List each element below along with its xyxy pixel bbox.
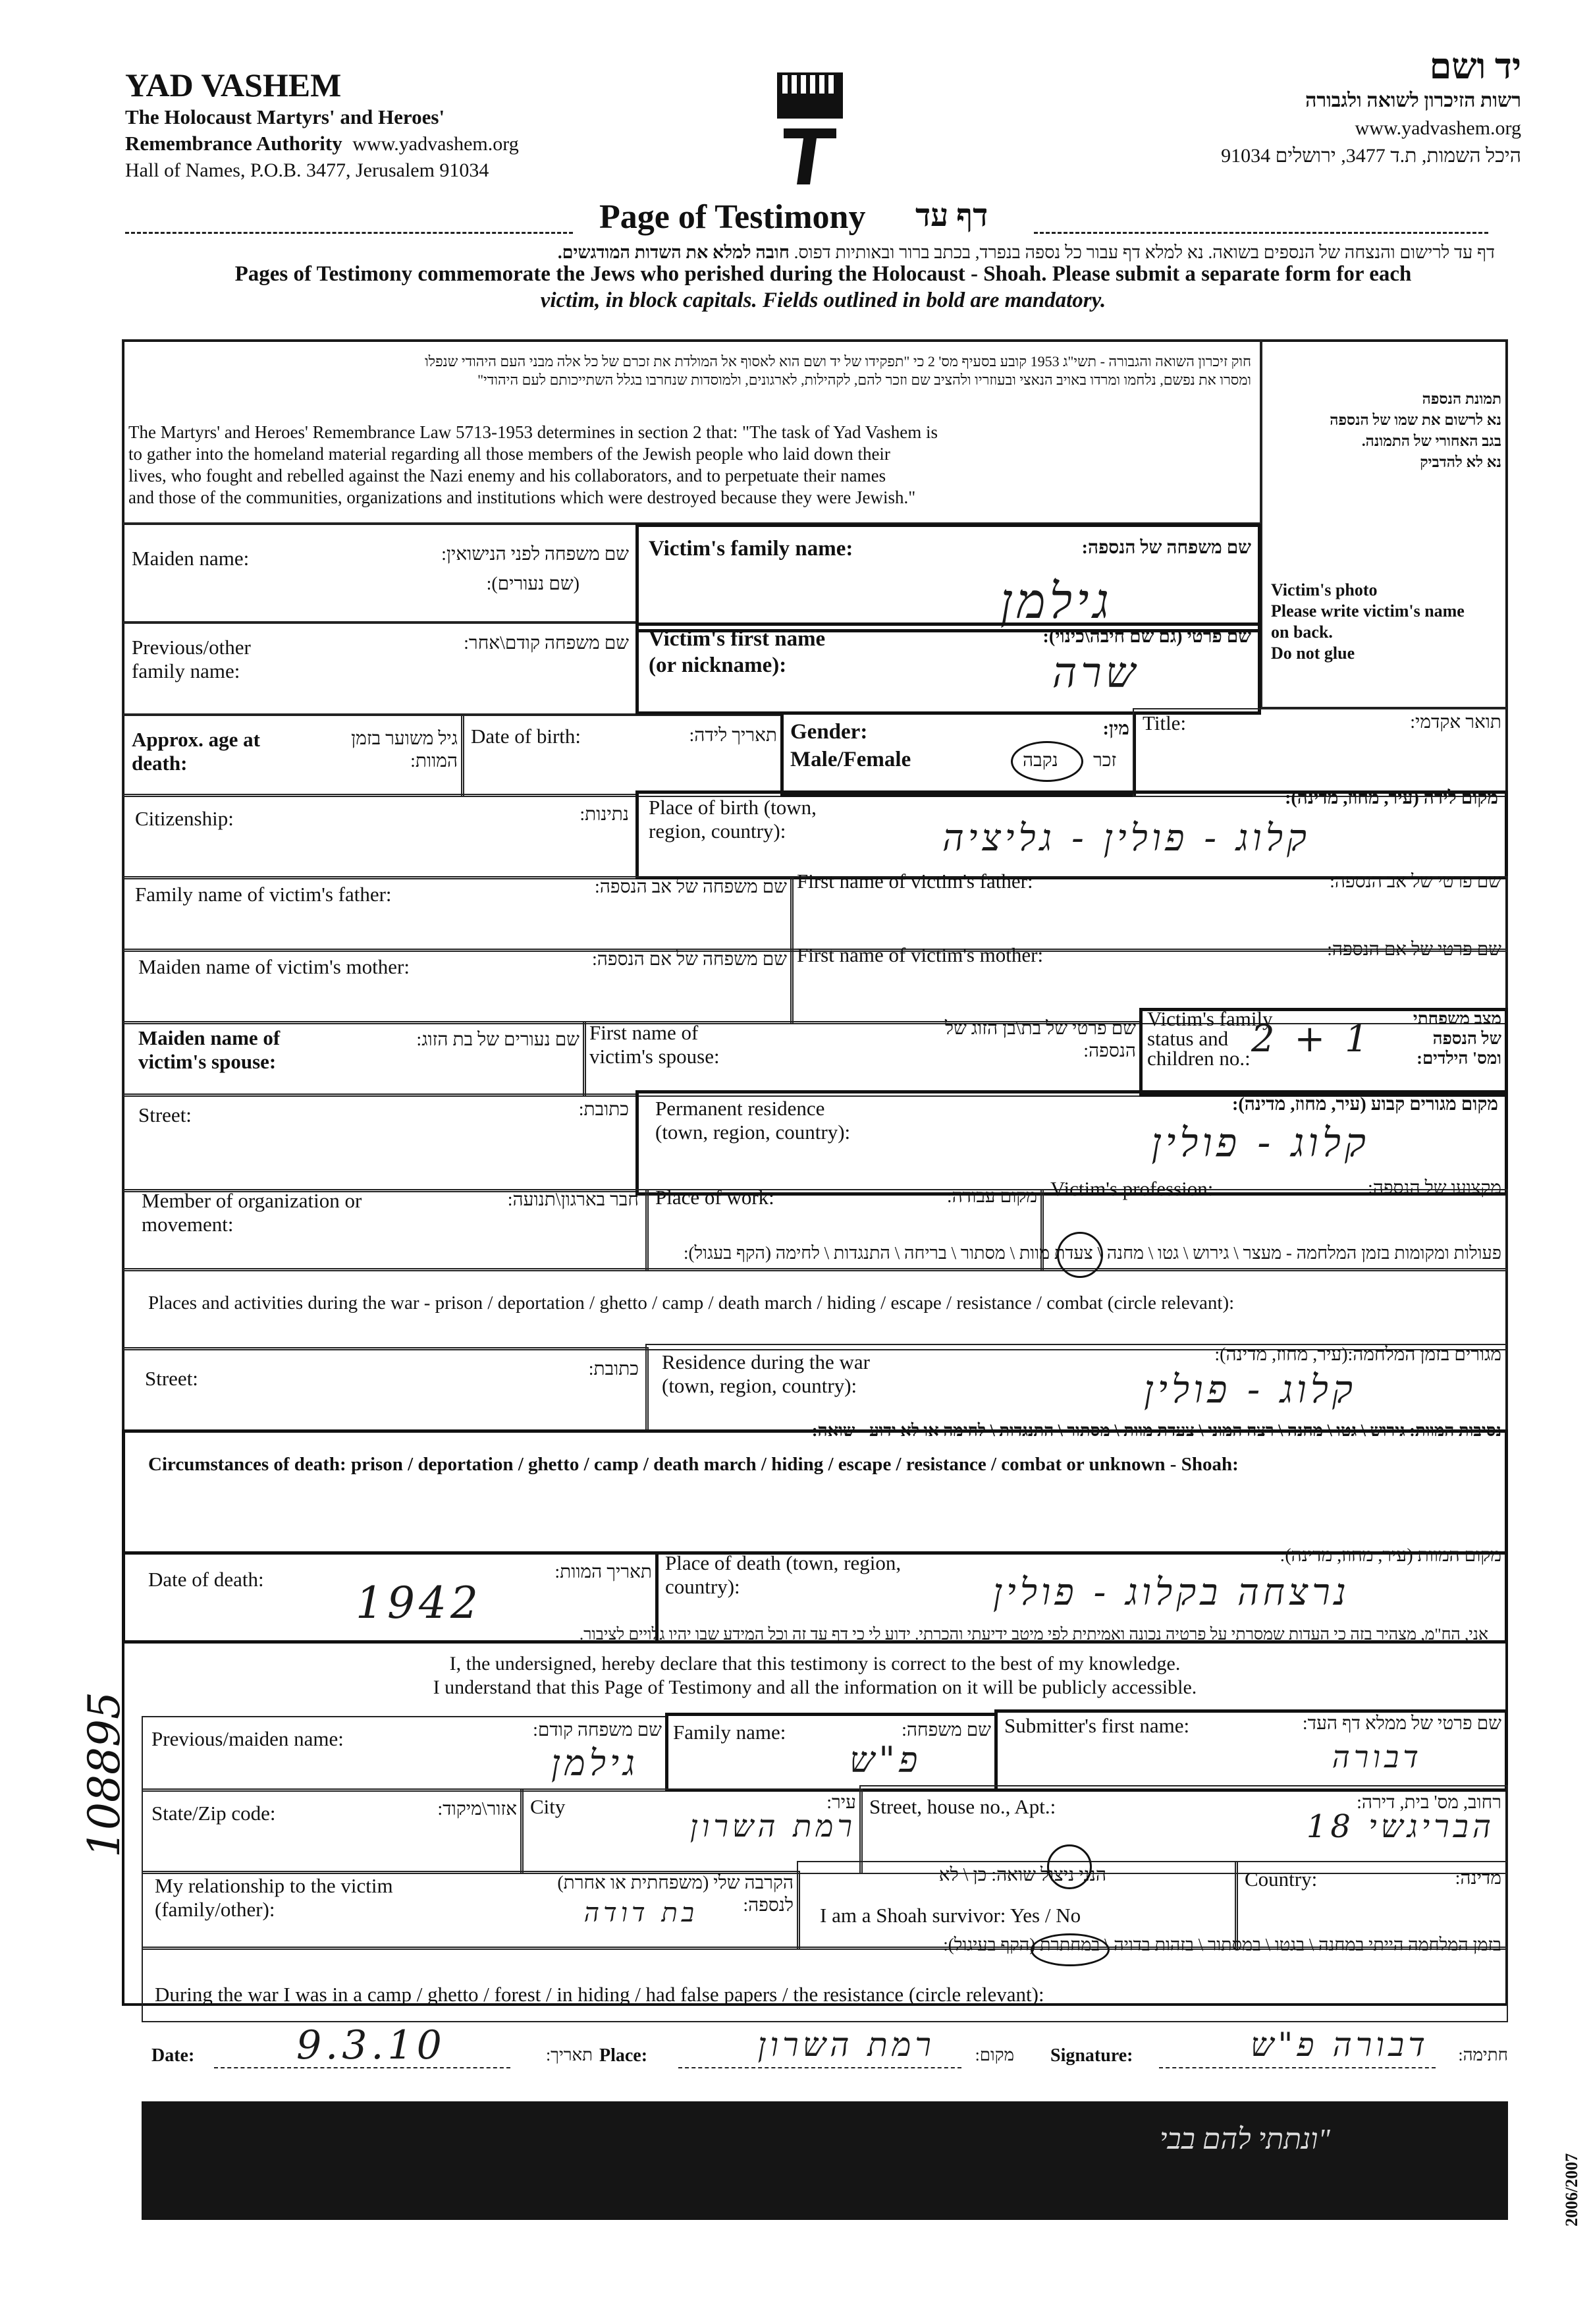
law-en-line3: lives, who fought and rebelled against the Nazi enemy and his collaborators, and to perpetuate their names: [128, 466, 886, 485]
website-he: www.yadvashem.org: [1355, 117, 1521, 139]
sub-prev-label-en: Previous/maiden name:: [151, 1727, 344, 1750]
mother-maiden-label-he: שם משפחה של אם הנספה:: [592, 949, 787, 970]
spouse-first-label-he1: שם פרטי של בת\בן הזוג של: [944, 1018, 1136, 1039]
sub-city-value[interactable]: רמת השרון: [689, 1808, 856, 1844]
age-label-en1: Approx. age at: [132, 728, 260, 751]
street-label-he: כתובת:: [578, 1099, 629, 1120]
sub-family-label-en: Family name:: [673, 1721, 786, 1744]
family-name-value[interactable]: גילמן: [1000, 573, 1113, 630]
spouse-first-label-he2: הנספה:: [1083, 1041, 1136, 1061]
sub-rel-label-en: [155, 1874, 393, 1922]
war-label-he: פעולות ומקומות בזמן המלחמה - מעצר \ גירוש \ גטו \ מחנה \ צעדת מוות \ מסתור \ בריחה \ התנגדות \ לחימה (הקף בעגול):: [684, 1243, 1501, 1263]
footer-place-he: מקום:: [975, 2045, 1014, 2064]
photo-en2: Please write victim's name: [1271, 601, 1465, 621]
sub-prev-label-he: שם משפחה קודם:: [533, 1720, 662, 1740]
age-label-he1: גיל משוער בזמן: [351, 729, 458, 749]
footer-sig-value[interactable]: דבורה פ"ש: [1250, 2026, 1429, 2064]
gender-female-he[interactable]: נקבה: [1023, 750, 1058, 771]
pod-label-he: מקום המוות (עיר, מחוז, מדינה):: [1280, 1545, 1501, 1566]
status-label-he2: של הנספה: [1432, 1029, 1501, 1048]
work-label-he: מקום עבודה:: [946, 1186, 1037, 1207]
circumstances-cell[interactable]: [122, 1429, 1508, 1555]
prev-label-en: [132, 636, 251, 683]
photo-he4: נא לא להדביק: [1420, 454, 1501, 470]
first-label-en2: (or nickname):: [649, 653, 787, 677]
circumstances-label-en: [148, 1452, 1239, 1476]
status-label-he1: מצב משפחתי: [1413, 1009, 1501, 1028]
declaration-en: [122, 1652, 1508, 1700]
law-en-line1: The Martyrs' and Heroes' Remembrance Law 5713-1953 determines in section 2 that: "The task of Yad Vashem is: [128, 422, 938, 442]
stamp-text: "ונתתי להם בבי: [1159, 2123, 1330, 2155]
intro-he: [217, 242, 1495, 263]
sub-prev-value[interactable]: גילמן: [551, 1742, 639, 1784]
survivor-label-en: I am a Shoah survivor: Yes / No: [820, 1904, 1081, 1927]
declaration-en2: I understand that this Page of Testimony and all the information on it will be publicly accessible.: [433, 1676, 1197, 1698]
maiden-label-he: שם משפחה לפני הנישואין:: [441, 544, 629, 565]
citizenship-label-en: Citizenship:: [135, 807, 234, 830]
status-label-he3: ומס' הילדים:: [1416, 1049, 1501, 1068]
during-war-circle-mark: [1031, 1933, 1110, 1966]
footer-date-value[interactable]: 9.3.10: [296, 2022, 446, 2068]
perm-label-en2: (town, region, country):: [655, 1120, 851, 1144]
sub-rel-value[interactable]: בת דודה: [583, 1898, 698, 1928]
address-en: Hall of Names, P.O.B. 3477, Jerusalem 91034: [125, 159, 489, 181]
member-label-en2: movement:: [142, 1213, 234, 1236]
perm-value[interactable]: קלוג - פולין: [1151, 1120, 1370, 1166]
status-label-he: [1389, 1009, 1501, 1068]
redacted-band: [142, 2101, 1508, 2220]
dod-label-he: תאריך המוות:: [554, 1562, 652, 1582]
status-label-en1: Victim's family: [1147, 1007, 1273, 1030]
org-sub2: Remembrance Authority: [125, 132, 342, 155]
footer-date-label: Date:: [151, 2045, 195, 2066]
sub-rel-label-en1: My relationship to the victim: [155, 1874, 393, 1897]
law-en-line2: to gather into the homeland material regarding all those members of the Jewish people who laid down their: [128, 444, 890, 464]
street-label-en: Street:: [138, 1103, 192, 1126]
member-label-he: חבר בארגון\תנועה:: [507, 1190, 639, 1210]
father-first-label-he: שם פרטי של אב הנספה:: [1330, 872, 1501, 892]
org-name-he: יד ושם: [1429, 47, 1521, 86]
spouse-maiden-label-en: [138, 1026, 280, 1074]
footer-place-label: Place:: [599, 2045, 648, 2066]
title-label-en: Title:: [1143, 711, 1187, 734]
form-title-he: דף עד: [915, 198, 988, 233]
gender-label-en1: Gender:: [790, 720, 868, 744]
pob-label-en2: region, country):: [649, 819, 786, 843]
age-label-en: [132, 728, 260, 775]
pob-label-en1: Place of birth (town,: [649, 796, 817, 819]
profession-label-en: Victim's profession:: [1050, 1177, 1214, 1200]
mother-first-label-en: First name of victim's mother:: [797, 943, 1044, 966]
sub-street-value[interactable]: הבריגשי 18: [1306, 1808, 1495, 1845]
family-label-en: Victim's family name:: [649, 537, 853, 561]
pod-value[interactable]: נרצחה בקלוג - פולין: [992, 1571, 1350, 1614]
father-family-label-en: Family name of victim's father:: [135, 883, 392, 906]
first-name-value[interactable]: שרה: [1052, 649, 1139, 698]
perm-label-en: [655, 1097, 850, 1144]
gender-male-he[interactable]: זכר: [1093, 750, 1117, 771]
footer-sig-line: [1159, 2067, 1436, 2068]
law-he: [132, 352, 1251, 389]
footer-place-line: [678, 2067, 961, 2068]
law-he-line2: ומסרו את נפשם, נלחמו ומרדו באויב הנאצי ובעוזריו ולהציב שם וזכר להם, לקהילות, לארגונים, ולמוסדות שנחרבו בגלל השתייכותם לעם היהודי": [477, 372, 1251, 388]
status-label-en3: children no.:: [1147, 1047, 1251, 1070]
form-title-en: Page of Testimony: [599, 198, 866, 236]
war-residence-label-en1: Residence during the war: [662, 1350, 870, 1373]
sub-family-value[interactable]: פ"ש: [849, 1739, 922, 1781]
age-label-he: [290, 728, 458, 773]
father-family-label-he: שם משפחה של אב הנספה:: [595, 877, 787, 897]
circumstances-label-he: נסיבות המוות: גירוש \ גטו \ מחנה \ רצח המוני \ צעדת מוות \ מסתור \ התנגדות \ לחימה או לא ידוע - שואה:: [811, 1421, 1501, 1440]
perm-label-en1: Permanent residence: [655, 1097, 825, 1120]
intro-en: [132, 261, 1515, 314]
photo-en3: on back.: [1271, 622, 1333, 642]
maiden-label-en: Maiden name:: [132, 547, 250, 570]
war-residence-label-he: מגורים בזמן המלחמה:(עיר, מחוז, מדינה):: [1214, 1344, 1501, 1365]
circumstances-text: Circumstances of death: prison / deportation / ghetto / camp / death march / hiding / escape / resistance / combat or unknown - Shoah:: [148, 1454, 1239, 1475]
footer-sig-label: Signature:: [1050, 2045, 1133, 2066]
status-value[interactable]: 2 + 1: [1251, 1018, 1372, 1061]
age-label-en2: death:: [132, 752, 188, 775]
war-residence-label-en: [662, 1350, 870, 1398]
intro-en-line2: victim, in block capitals. Fields outlined in bold are mandatory.: [540, 289, 1106, 312]
spouse-first-label-he: [856, 1018, 1136, 1063]
pob-label-en: [649, 796, 817, 843]
photo-he1: תמונת הנספה: [1422, 391, 1501, 407]
during-war-label-en: During the war I was in a camp / ghetto / forest / in hiding / had false papers / the resistance (circle relevant):: [155, 1983, 1044, 2006]
org-sub-he: רשות הזיכרון לשואה ולגבורה: [1305, 90, 1521, 111]
pod-label-en2: country):: [665, 1575, 740, 1598]
photo-he3: בגב האחורי של התמונה.: [1361, 433, 1501, 449]
sub-family-label-he: שם משפחה:: [902, 1720, 991, 1740]
sub-first-label-en: Submitter's first name:: [1004, 1714, 1190, 1737]
profession-label-he: מקצועו של הנספה:: [1367, 1178, 1501, 1198]
spouse-first-label-en1: First name of: [589, 1021, 699, 1044]
footer-place-value[interactable]: רמת השרון: [757, 2026, 935, 2064]
spouse-maiden-label-en2: victim's spouse:: [138, 1050, 277, 1073]
gender-label-he: מין:: [1102, 719, 1129, 739]
photo-he2: נא לרשום את שמו של הנספה: [1330, 412, 1501, 428]
intro-en-line1: Pages of Testimony commemorate the Jews who perished during the Holocaust - Shoah. Please submit a separate form for each: [234, 262, 1412, 286]
sub-street-label-en: Street, house no., Apt.:: [869, 1795, 1056, 1818]
spouse-first-label-en: [589, 1021, 720, 1068]
spouse-first-label-en2: victim's spouse:: [589, 1045, 720, 1068]
sub-rel-label-he: הקרבה שלי (משפחתית או אחרת) לנספה:: [557, 1873, 794, 1916]
title-label-he: תואר אקדמי:: [1410, 712, 1501, 733]
pob-value[interactable]: קלוג - פולין - גליציה: [942, 817, 1310, 860]
sub-city-label-he: עיר:: [826, 1792, 856, 1813]
dob-label-he: תאריך לידה:: [689, 725, 777, 746]
sub-rel-label-en2: (family/other):: [155, 1898, 275, 1921]
prev-label-en1: Previous/other: [132, 636, 251, 659]
header-right: [1027, 46, 1521, 170]
side-code: 2006/2007: [1562, 2153, 1581, 2227]
during-war-label-he: בזמן המלחמה הייתי במחנה \ בגטו \ במסתור \ בזהות בדויה \ במחתרת (הקף בעיגול):: [943, 1935, 1501, 1954]
father-first-label-en: First name of victim's father:: [797, 870, 1033, 893]
prev-label-he: שם משפחה קודם\אחר:: [464, 633, 629, 653]
war-street-label-he: כתובת:: [588, 1359, 639, 1379]
sub-zip-label-en: State/Zip code:: [151, 1802, 276, 1825]
gender-label-en2: Male/Female: [790, 748, 911, 771]
side-handwritten-number: 108895: [79, 1692, 130, 1858]
war-circle-mark: [1057, 1232, 1103, 1278]
photo-instr-en: [1271, 580, 1505, 664]
footer-sig-he: חתימה:: [1458, 2045, 1508, 2064]
work-label-en: Place of work:: [655, 1186, 774, 1209]
photo-instr-he: [1268, 389, 1501, 473]
dod-value[interactable]: 1942: [356, 1578, 482, 1628]
divider-right: [1034, 232, 1488, 234]
dod-label-en: Date of death:: [148, 1568, 264, 1591]
sub-zip-label-he: אזור\מיקוד:: [437, 1799, 517, 1819]
prev-label-en2: family name:: [132, 659, 240, 682]
yad-vashem-logo: [770, 66, 849, 198]
address-he: היכל השמות, ת.ד 3477, ירושלים 91034: [1221, 145, 1521, 167]
war-street-label-en: Street:: [145, 1367, 198, 1390]
divider-left: [125, 232, 573, 234]
photo-en4: Do not glue: [1271, 644, 1355, 663]
declaration-he: אני, הח"מ, מצהיר בזה כי העדות שמסרתי על פרטיה נכונה ואמיתית לפי מיטב ידיעתי והכרתי. ידוע לי כי דף עד זה וכל המידע שבו יהיו גלויים לציבור.: [579, 1626, 1488, 1644]
survivor-circle-mark: [1047, 1844, 1092, 1889]
photo-en1: Victim's photo: [1271, 580, 1378, 599]
law-en: [128, 422, 1254, 509]
first-label-he: שם פרטי (גם שם חיבה\כינוי):: [1042, 626, 1251, 647]
gender-label-en: [790, 718, 911, 773]
mother-maiden-label-en: Maiden name of victim's mother:: [138, 955, 410, 978]
sub-street-label-he: רחוב, מס' בית, דירה:: [1357, 1792, 1501, 1813]
spouse-maiden-label-he: שם נעורים של בת הזוג:: [416, 1030, 580, 1050]
perm-label-he: מקום מגורים קבוע (עיר, מחוז, מדינה):: [1232, 1094, 1498, 1115]
org-sub1: The Holocaust Martyrs' and Heroes': [125, 105, 445, 128]
header-left: [125, 66, 652, 184]
pod-label-en: [665, 1551, 901, 1599]
org-name-en: YAD VASHEM: [125, 67, 342, 103]
law-en-line4: and those of the communities, organizations and institutions which were destroyed because they were Jewish.": [128, 487, 916, 507]
spouse-maiden-label-en1: Maiden name of: [138, 1026, 281, 1049]
status-label-en2: status and: [1147, 1027, 1229, 1050]
member-label-en: [142, 1189, 362, 1236]
declaration-en1: I, the undersigned, hereby declare that this testimony is correct to the best of my knowledge.: [449, 1653, 1181, 1674]
website-en: www.yadvashem.org: [352, 133, 519, 155]
pod-label-en1: Place of death (town, region,: [665, 1551, 902, 1574]
intro-he-mandatory: חובה למלא את השדות המודגשים.: [557, 242, 790, 262]
family-label-he: שם משפחה של הנספה:: [1081, 538, 1251, 558]
dob-label-en: Date of birth:: [471, 725, 581, 748]
pob-label-he: מקום לידה (עיר, מחוז, מדינה):: [1285, 788, 1498, 808]
law-he-line1: חוק זיכרון השואה והגבורה - תשי"ג 1953 קובע בסעיף מס' 2 כי "תפקידו של יד ושם הוא לאסוף אל המולדת את זכרם של כל אלה מבני העם היהודי שנפלו: [425, 353, 1251, 370]
footer-date-he: תאריך:: [545, 2045, 593, 2064]
sub-country-label-en: Country:: [1245, 1868, 1318, 1891]
sub-first-value[interactable]: דבורה: [1332, 1739, 1422, 1775]
war-residence-value[interactable]: קלוג - פולין: [1144, 1367, 1357, 1412]
war-residence-label-en2: (town, region, country):: [662, 1374, 857, 1397]
age-label-he2: המוות:: [410, 751, 458, 771]
gender-options: [1011, 741, 1143, 781]
sub-city-label-en: City: [530, 1795, 566, 1818]
mother-first-label-he: שם פרטי של אם הנספה:: [1327, 939, 1501, 960]
sub-first-label-he: שם פרטי של ממלא דף העד:: [1302, 1713, 1501, 1734]
first-label-en: [649, 626, 825, 678]
member-label-en1: Member of organization or: [142, 1189, 362, 1212]
citizenship-label-he: נתינות:: [580, 804, 629, 825]
war-label-en: Places and activities during the war - prison / deportation / ghetto / camp / death march / hiding / escape / resistance / combat (circle relevant):: [148, 1292, 1235, 1314]
sub-country-label-he: מדינה:: [1455, 1868, 1501, 1889]
first-label-en1: Victim's first name: [649, 627, 826, 651]
maiden-label-he2: (שם נעורים):: [486, 574, 580, 594]
intro-he-line: דף עד לרישום והנצחה של הנספים בשואה. נא למלא דף עבור כל נספה בנפרד, בכתב ברור ובאותיות דפוס.: [794, 242, 1495, 262]
survivor-label-he: הנני ניצול שואה: כן \ לא: [938, 1865, 1106, 1885]
